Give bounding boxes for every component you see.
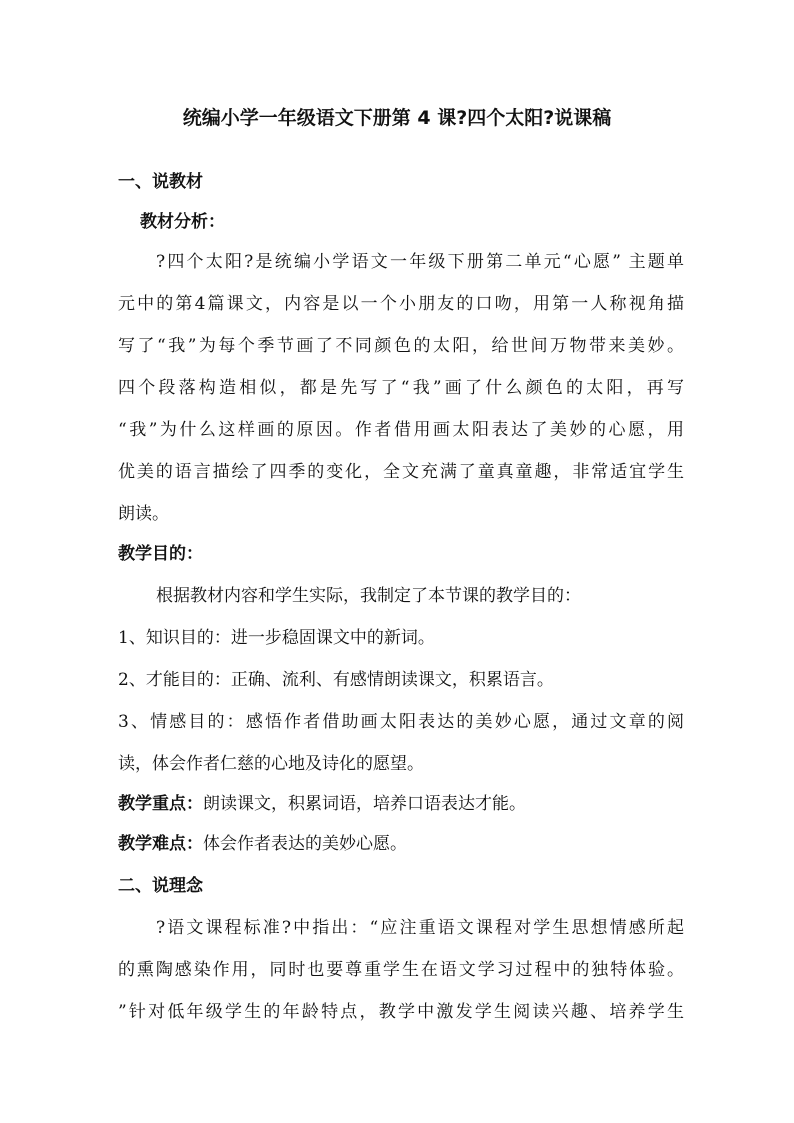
difficulty-text: 体会作者表达的美妙心愿。 [203,834,407,854]
section1-paragraph-line: 写了“我”为每个季节画了不同颜色的太阳，给世间万物带来美妙。 [118,336,684,356]
section2-heading: 二、说理念 [118,876,203,896]
document-title: 统编小学一年级语文下册第 4 课?四个太阳?说课稿 [182,107,612,129]
key-point-row [118,790,684,818]
section1-heading: 一、说教材 [118,172,203,192]
goals-intro: 根据教材内容和学生实际，我制定了本节课的教学目的： [156,586,581,606]
goals-heading: 教学目的： [118,544,203,564]
goals-item-knowledge: 1、知识目的：进一步稳固课文中的新词。 [118,628,435,648]
goals-item-emotion-line: 读，体会作者仁慈的心地及诗化的愿望。 [118,754,424,774]
section1-paragraph-line: 四个段落构造相似，都是先写了“我”画了什么颜色的太阳，再写 [118,378,684,398]
difficulty-label: 教学难点： [118,834,203,854]
section1-paragraph-line: 优美的语言描绘了四季的变化，全文充满了童真童趣，非常适宜学生 [118,462,684,482]
section2-paragraph-line: ?语文课程标准?中指出：“应注重语文课程对学生思想情感所起 [156,918,684,938]
section1-subheading: 教材分析： [140,212,225,232]
key-point-text: 朗读课文，积累词语，培养口语表达才能。 [203,794,526,814]
goals-item-ability: 2、才能目的：正确、流利、有感情朗读课文，积累语言。 [118,670,554,690]
key-point-label: 教学重点： [118,794,203,814]
section1-paragraph-line: 朗读。 [118,504,169,524]
difficulty-row [118,830,684,858]
section1-paragraph-line: 元中的第4篇课文，内容是以一个小朋友的口吻，用第一人称视角描 [118,294,684,314]
section1-paragraph-line: ?四个太阳?是统编小学语文一年级下册第二单元“心愿” 主题单 [156,252,684,272]
section1-paragraph-line: “我”为什么这样画的原因。作者借用画太阳表达了美妙的心愿，用 [118,420,684,440]
goals-item-emotion-line: 3、情感目的：感悟作者借助画太阳表达的美妙心愿，通过文章的阅 [118,712,684,732]
section2-paragraph-line: ”针对低年级学生的年龄特点，教学中激发学生阅读兴趣、培养学生 [118,1002,684,1022]
section2-paragraph-line: 的熏陶感染作用，同时也要尊重学生在语文学习过程中的独特体验。 [118,960,684,980]
